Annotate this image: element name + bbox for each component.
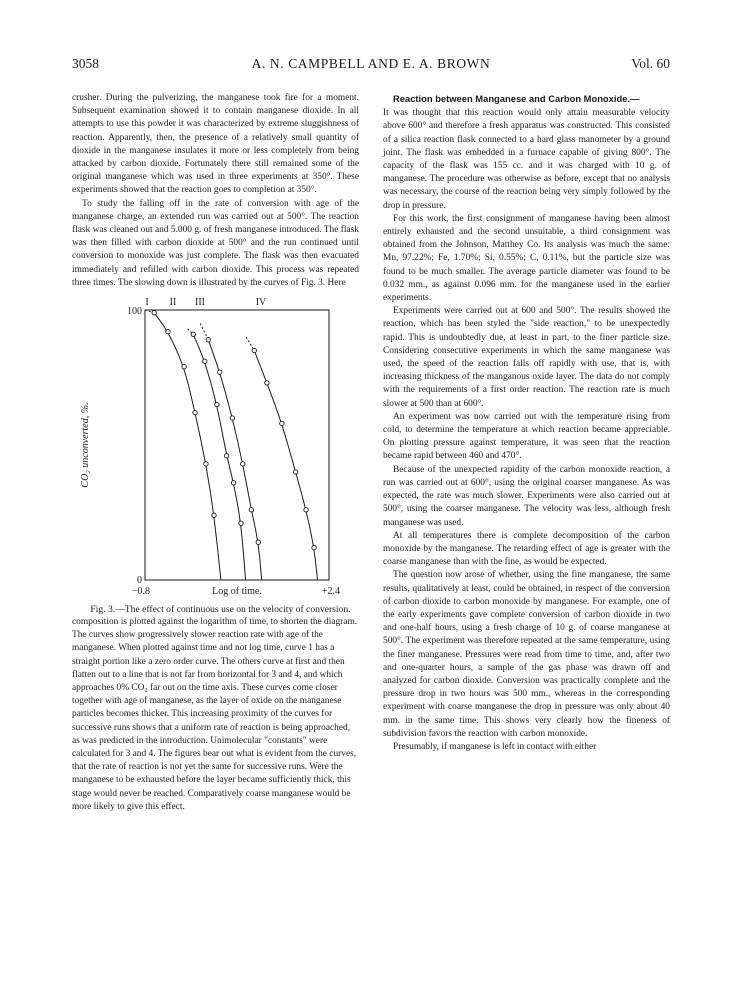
- x-tick-label-max: +2.4: [321, 586, 341, 598]
- data-point: [206, 338, 210, 342]
- paragraph: At all temperatures there is complete decomposition of the carbon monoxide by the manganese. The retarding effect of age is greater with the coarse manganese than with the fine, as would be expected.: [383, 530, 670, 568]
- data-point: [304, 508, 308, 512]
- series-i-line: [154, 313, 221, 580]
- y-axis-label: CO₂ unconverted, %.: [80, 402, 91, 488]
- figure-3-chart: [72, 294, 359, 600]
- paragraph: [383, 92, 670, 107]
- x-axis-label: Log of time.: [212, 586, 262, 598]
- paragraph: Presumably, if manganese is left in contact with either: [393, 741, 597, 752]
- data-point: [241, 462, 245, 466]
- data-point: [203, 359, 207, 363]
- data-point: [230, 416, 234, 420]
- data-point: [204, 462, 208, 466]
- data-point: [293, 470, 297, 474]
- curve-label-i: I: [145, 297, 149, 309]
- paragraph: It was thought that this reaction would only attain measurable velocity above 600° and therefore a fresh apparatus was constructed. This consisted of a silica reaction flask connected to a hard glass manometer by a ground joint. The flask was embedded in a furnace capable of giving 800°. The capacity of the flask was 155 cc. and it was charged with 10 g. of manganese. The procedure was otherwise as before, except that no analysis was necessary, the course of the reaction being very simply followed by the drop in pressure.: [383, 108, 670, 211]
- data-point: [182, 365, 186, 369]
- data-point: [218, 370, 222, 374]
- left-column: [72, 92, 359, 814]
- x-tick-label-min: −0.8: [131, 586, 151, 598]
- data-point: [193, 410, 197, 414]
- data-point: [152, 311, 156, 315]
- data-point: [224, 454, 228, 458]
- paragraph: Because of the unexpected rapidity of the carbon monoxide reaction, a run was carried out at 600°, using the original coarser manganese. As was expected, the rate was much slower. Experiments were also carried out at 500°, using the coarser manganese. The velocity was less, although fresh manganese was used.: [383, 464, 670, 528]
- figure-caption: Fig. 3.—The effect of continuous use on the velocity of conversion.: [90, 604, 351, 616]
- y-tick-label-max: 100: [127, 306, 142, 318]
- data-point: [265, 381, 269, 385]
- page-header: [72, 56, 670, 72]
- data-point: [231, 481, 235, 485]
- series-iii-line: [208, 340, 261, 580]
- curve-label-iv: IV: [255, 297, 267, 309]
- data-point: [191, 332, 195, 336]
- data-point: [239, 521, 243, 525]
- paragraph: crusher. During the pulverizing, the manganese took fire for a moment. Subsequent examination showed it to contain manganese dioxide. In all attempts to use this powder it was characterized by extreme sluggishness of reaction. Apparently, then, the presence of a relatively small quantity of dioxide in the manganese insulates it more or less completely from being attacked by carbon dioxide. Fortunately there still remained some of the original manganese which was used in three experiments at 350°. These experiments showed that the reaction goes to completion at 350°.: [72, 93, 359, 196]
- data-point: [249, 508, 253, 512]
- data-point: [212, 513, 216, 517]
- page-number: 3058: [72, 56, 99, 71]
- paragraph: For this work, the first consignment of manganese having been almost entirely exhausted and the second unsuitable, a third consignment was obtained from the Johnson, Matthey Co. Its analysis was much the same: Mn, 97.22%; Fe, 1.70%; Si, 0.55%; C, 0.11%, but the particle size was found to be much smaller. The average particle diameter was found to be 0.032 mm., as against 0.096 mm. for the manganese used in the earlier experiments.: [383, 213, 670, 304]
- paragraph: To study the falling off in the rate of conversion with age of the manganese charge, an extended run was carried out at 500°. The reaction flask was cleaned out and 5.000 g. of fresh manganese introduced. The flask was then filled with carbon dioxide at 500° and the run continued until conversion to monoxide was just complete. The flask was then evacuated immediately and refilled with carbon dioxide. This process was repeated three times. The slowing down is illustrated by the curves of Fig. 3. Here: [72, 198, 359, 288]
- running-head-authors: A. N. CAMPBELL AND E. A. BROWN: [251, 56, 491, 71]
- paragraph: Experiments were carried out at 600 and 500°. The results showed the reaction, which has been styled the "side reaction," to be unexpectedly rapid. This is undoubtedly due, at least in part, to the finer particle size. Considering consecutive experiments in which the same manganese was used, the speed of the reaction falls off rapidly with use, that is, with increasing thickness of the manganous oxide layer. The data do not comply with the requirements of a first order reaction. The reaction rate is much slower at 500 than at 600°.: [383, 306, 670, 409]
- figure-3: [72, 294, 359, 600]
- volume-label: Vol. 60: [631, 56, 670, 71]
- paragraph: The question now arose of whether, using the fine manganese, the same results, qualitatively at least, could be obtained, in respect of the conversion of carbon dioxide to carbon monoxide by manganese. For example, one of the early experiments gave complete conversion of carbon dioxide in two and one-half hours, using a fresh charge of 10 g. of coarse manganese at 500°. The experiment was therefore repeated at the same temperature, using the finer manganese. Pressures were read from time to time, and, after two and one-quarter hours, a sample of the gas phase was drawn off and analyzed for carbon dioxide. Conversion was practically complete and the pressure drop in two hours was 500 mm., whereas in the corresponding experiment with coarse manganese the drop in pressure was only about 40 mm. in the same time. This shows very clearly how the fineness of subdivision favors the reaction with carbon monoxide.: [383, 570, 670, 739]
- y-tick-label-min: 0: [137, 575, 142, 587]
- data-point: [166, 329, 170, 333]
- data-point: [280, 421, 284, 425]
- plot-frame: [145, 310, 329, 580]
- data-point: [256, 540, 260, 544]
- series-iv-line: [254, 351, 317, 581]
- section-heading: Reaction between Manganese and Carbon Monoxide.—: [393, 93, 640, 104]
- series-iii-lead: [200, 324, 208, 340]
- paragraph: composition is plotted against the logarithm of time, to shorten the diagram. The curves show progressively slower reaction rate with age of the manganese. When plotted against time and not log time, curve 1 has a straight portion like a zero order curve. The others curve at first and then flatten out to a line that is not far from horizontal for 3 and 4, and which approaches 0% CO₂ far out on the time axis. These curves come closer together with age of manganese, as the layer of oxide on the manganese particles becomes thicker. This increasing proximity of the curves for successive runs shows that a uniform rate of reaction is being approached, as was predicted in the introduction. Unimolecular "constants" were calculated for 3 and 4. The figures bear out what is evident from the curves, that the rate of reaction is not yet the same for successive runs. Were the manganese to be exhausted before the layer became sufficiently thick, this stage would never be reached. Comparatively coarse manganese would be more likely to give this effect.: [72, 617, 358, 812]
- data-point: [252, 348, 256, 352]
- data-point: [215, 402, 219, 406]
- curve-label-iii: III: [195, 297, 205, 309]
- right-column: [383, 92, 670, 754]
- data-point: [312, 545, 316, 549]
- curve-label-ii: II: [169, 297, 177, 309]
- paragraph: An experiment was now carried out with the temperature rising from cold, to determine the temperature at which reaction became appreciable. On plotting pressure against temperature, it was seen that the reaction became rapid between 460 and 470°.: [383, 411, 670, 462]
